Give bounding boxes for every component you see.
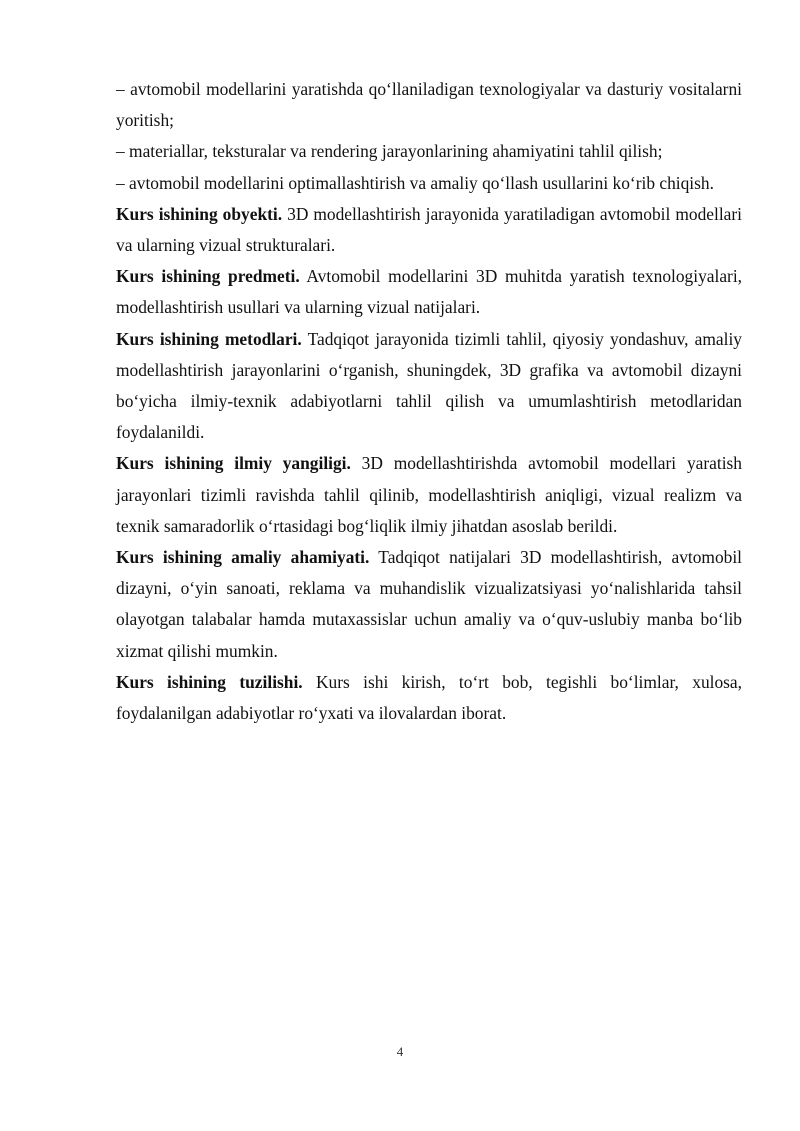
- section-structure: [116, 667, 742, 729]
- section-body: 3D modellashtirish jarayonida yaratiladigan avtomobil modellari va ularning vizual strukturalari.: [116, 203, 742, 256]
- section-object: [116, 199, 742, 261]
- section-novelty: [116, 448, 742, 542]
- page-number: 4: [396, 1044, 404, 1059]
- section-heading: Kurs ishining ilmiy yangiligi.: [116, 453, 351, 474]
- section-heading: Kurs ishining predmeti.: [116, 266, 300, 287]
- body-text: [116, 74, 742, 729]
- bullet-item: – avtomobil modellarini optimallashtirish va amaliy qo‘llash usullarini ko‘rib chiqish.: [116, 172, 714, 193]
- bullet-item: – materiallar, teksturalar va rendering jarayonlarining ahamiyatini tahlil qilish;: [116, 141, 663, 162]
- section-subject: [116, 261, 742, 323]
- section-body: 3D modellashtirishda avtomobil modellari yaratish jarayonlari tizimli ravishda tahlil qilinib, modellashtirish aniqligi, vizual realizm va texnik samaradorlik o‘rtasidagi bog‘liqlik ilmiy jihatdan asoslab berildi.: [116, 453, 742, 536]
- section-body: Avtomobil modellarini 3D muhitda yaratish texnologiyalari, modellashtirish usullari va ularning vizual natijalari.: [116, 266, 743, 318]
- section-heading: Kurs ishining metodlari.: [116, 328, 302, 349]
- section-practical-value: [116, 542, 742, 667]
- section-heading: Kurs ishining obyekti.: [116, 203, 283, 224]
- bullet-item: – avtomobil modellarini yaratishda qo‘llaniladigan texnologiyalar va dasturiy vositalarni yoritish;: [116, 79, 742, 131]
- section-body: Tadqiqot jarayonida tizimli tahlil, qiyosiy yondashuv, amaliy modellashtirish jarayonlarini o‘rganish, shuningdek, 3D grafika va avtomobil dizayni bo‘yicha ilmiy-texnik adabiyotlarni tahlil qilish va umumlashtirish metodlaridan foydalanildi.: [116, 328, 742, 443]
- section-body: Tadqiqot natijalari 3D modellashtirish, avtomobil dizayni, o‘yin sanoati, reklama va muhandislik vizualizatsiyasi yo‘nalishlarida tahsil olayotgan talabalar hamda mutaxassislar uchun amaliy va o‘quv-uslubiy manba bo‘lib xizmat qilishi mumkin.: [116, 547, 742, 661]
- section-methods: [116, 324, 742, 449]
- section-heading: Kurs ishining tuzilishi.: [116, 671, 303, 692]
- section-heading: Kurs ishining amaliy ahamiyati.: [116, 547, 370, 568]
- section-body: Kurs ishi kirish, to‘rt bob, tegishli bo‘limlar, xulosa, foydalanilgan adabiyotlar ro‘yxati va ilovalardan iborat.: [116, 671, 742, 724]
